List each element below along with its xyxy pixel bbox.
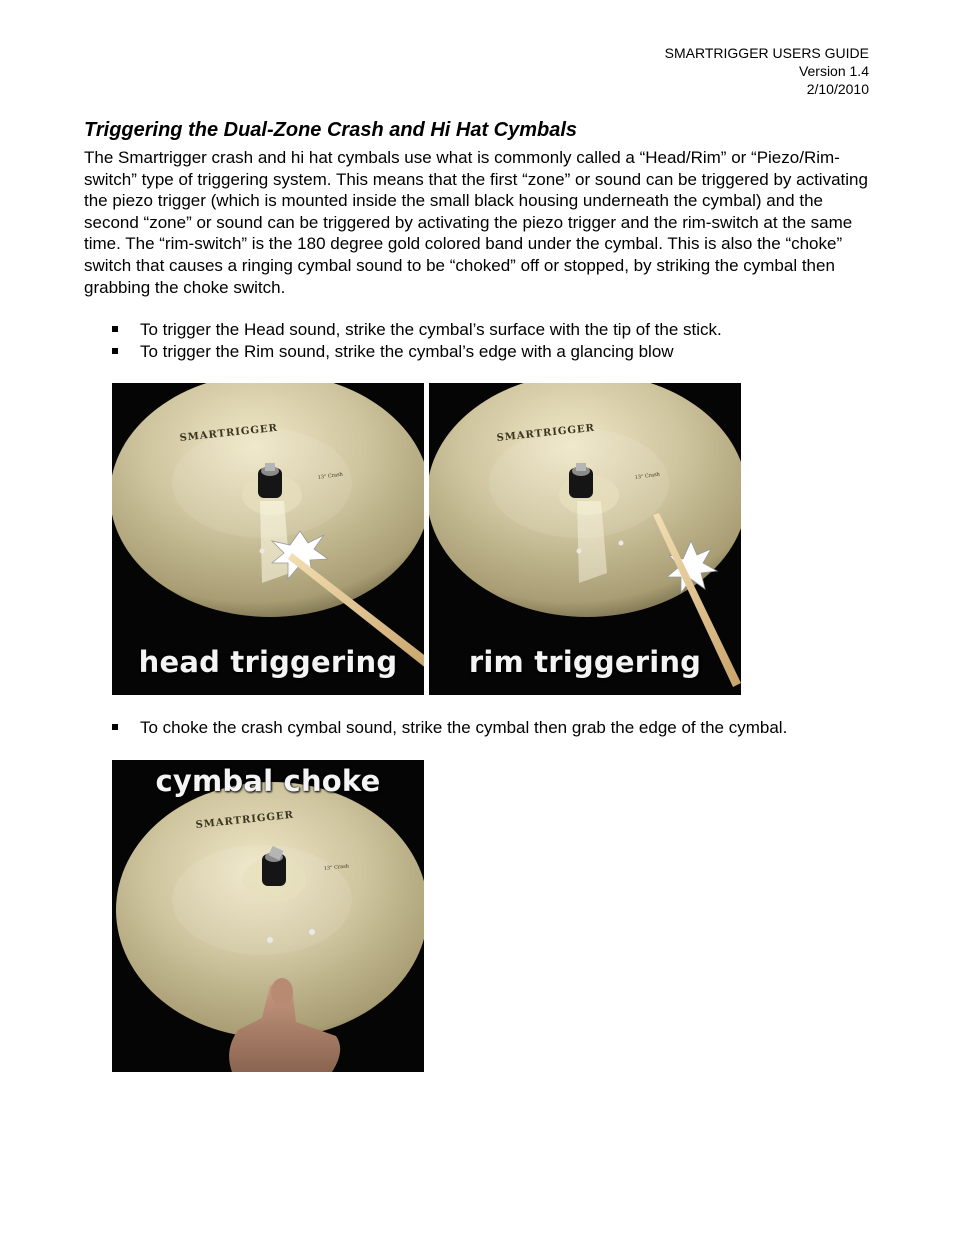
bullet-marker — [112, 348, 118, 354]
bullet-text: To choke the crash cymbal sound, strike the cymbal then grab the edge of the cymbal. — [140, 718, 788, 737]
intro-paragraph: The Smartrigger crash and hi hat cymbals use what is commonly called a “Head/Rim” or “Piezo/Rim-switch” type of triggering system. This means that the first “zone” or sound can be triggered by activating the piezo trigger (which is mounted inside the small black housing underneath the cymbal) and the second “zone” or sound can be triggered by activating the piezo trigger and the rim-switch at the same time. The “rim-switch” is the 180 degree gold colored band under the cymbal. This is also the “choke” switch that causes a ringing cymbal sound to be “choked” off or stopped, by striking the cymbal then grabbing the choke switch. — [84, 148, 868, 297]
bullet-marker — [112, 724, 118, 730]
bullet-text: To trigger the Rim sound, strike the cymbal’s edge with a glancing blow — [140, 342, 674, 361]
cymbal-model-text: 13" Crash — [323, 863, 350, 872]
cymbal-choke-photo — [112, 760, 424, 1072]
document-date: 2/10/2010 — [806, 81, 869, 97]
head-triggering-photo — [112, 383, 424, 695]
document-header — [665, 44, 869, 98]
brand-logo: SMARTRIGGER — [179, 422, 279, 444]
brand-logo: SMARTRIGGER — [496, 422, 596, 444]
cymbal-model-text: 13" Crash — [317, 471, 344, 481]
cymbal-choke-label: cymbal choke — [155, 764, 381, 798]
cymbal-model-text: 13" Crash — [634, 471, 661, 481]
bullet-head-sound — [112, 319, 722, 340]
rim-triggering-label: rim triggering — [468, 645, 702, 679]
document-title: SMARTRIGGER USERS GUIDE — [664, 45, 869, 61]
document-version: Version 1.4 — [798, 63, 869, 79]
bullet-text: To trigger the Head sound, strike the cymbal’s surface with the tip of the stick. — [140, 320, 722, 339]
brand-logo: SMARTRIGGER — [195, 809, 295, 831]
bullet-choke — [112, 717, 787, 738]
rim-triggering-photo — [429, 383, 741, 695]
cymbal-choke-illustration — [112, 760, 424, 1072]
section-title: Triggering the Dual-Zone Crash and Hi Hat Cymbals — [84, 119, 578, 141]
bullet-marker — [112, 326, 118, 332]
bullet-rim-sound — [112, 341, 674, 362]
head-triggering-label: head triggering — [138, 645, 398, 679]
